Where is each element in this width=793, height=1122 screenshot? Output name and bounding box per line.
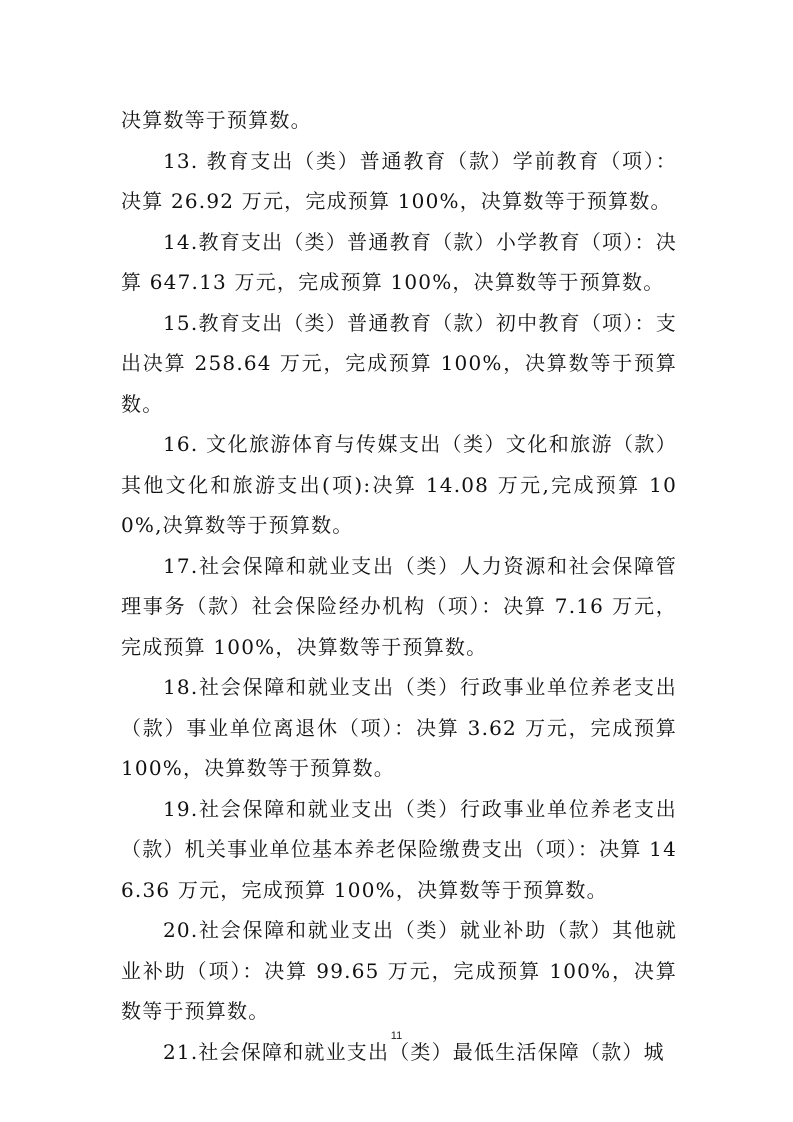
paragraph-item-20: 20.社会保障和就业支出（类）就业补助（款）其他就业补助（项）：决算 99.65 万元，完成预算 100%，决算数等于预算数。 — [121, 918, 677, 1023]
paragraph-item-19: 19.社会保障和就业支出（类）行政事业单位养老支出（款）机关事业单位基本养老保险缴费支出（项）：决算 146.36 万元，完成预算 100%，决算数等于预算数。 — [121, 796, 677, 902]
paragraph-item-16: 16. 文化旅游体育与传媒支出（类）文化和旅游（款）其他文化和旅游支出(项):决算 14.08 万元,完成预算 100%,决算数等于预算数。 — [121, 432, 677, 537]
page-number: 11 — [390, 1030, 403, 1042]
paragraph-continuation: 决算数等于预算数。 — [121, 108, 312, 132]
paragraph-item-13: 13. 教育支出（类）普通教育（款）学前教育（项）：决算 26.92 万元，完成预算 100%，决算数等于预算数。 — [121, 148, 677, 213]
document-body — [121, 100, 677, 1072]
paragraph-item-18: 18.社会保障和就业支出（类）行政事业单位养老支出（款）事业单位离退休（项）：决算 3.62 万元，完成预算 100%，决算数等于预算数。 — [121, 675, 677, 780]
paragraph-item-17: 17.社会保障和就业支出（类）人力资源和社会保障管理事务（款）社会保险经办机构（项）：决算 7.16 万元，完成预算 100%，决算数等于预算数。 — [121, 553, 677, 659]
paragraph-item-21: 21.社会保障和就业支出（类）最低生活保障（款）城 — [163, 1039, 665, 1064]
paragraph-item-15: 15.教育支出（类）普通教育（款）初中教育（项）：支出决算 258.64 万元，完成预算 100%，决算数等于预算数。 — [121, 310, 677, 416]
paragraph-item-14: 14.教育支出（类）普通教育（款）小学教育（项）：决算 647.13 万元，完成预算 100%，决算数等于预算数。 — [121, 229, 677, 294]
